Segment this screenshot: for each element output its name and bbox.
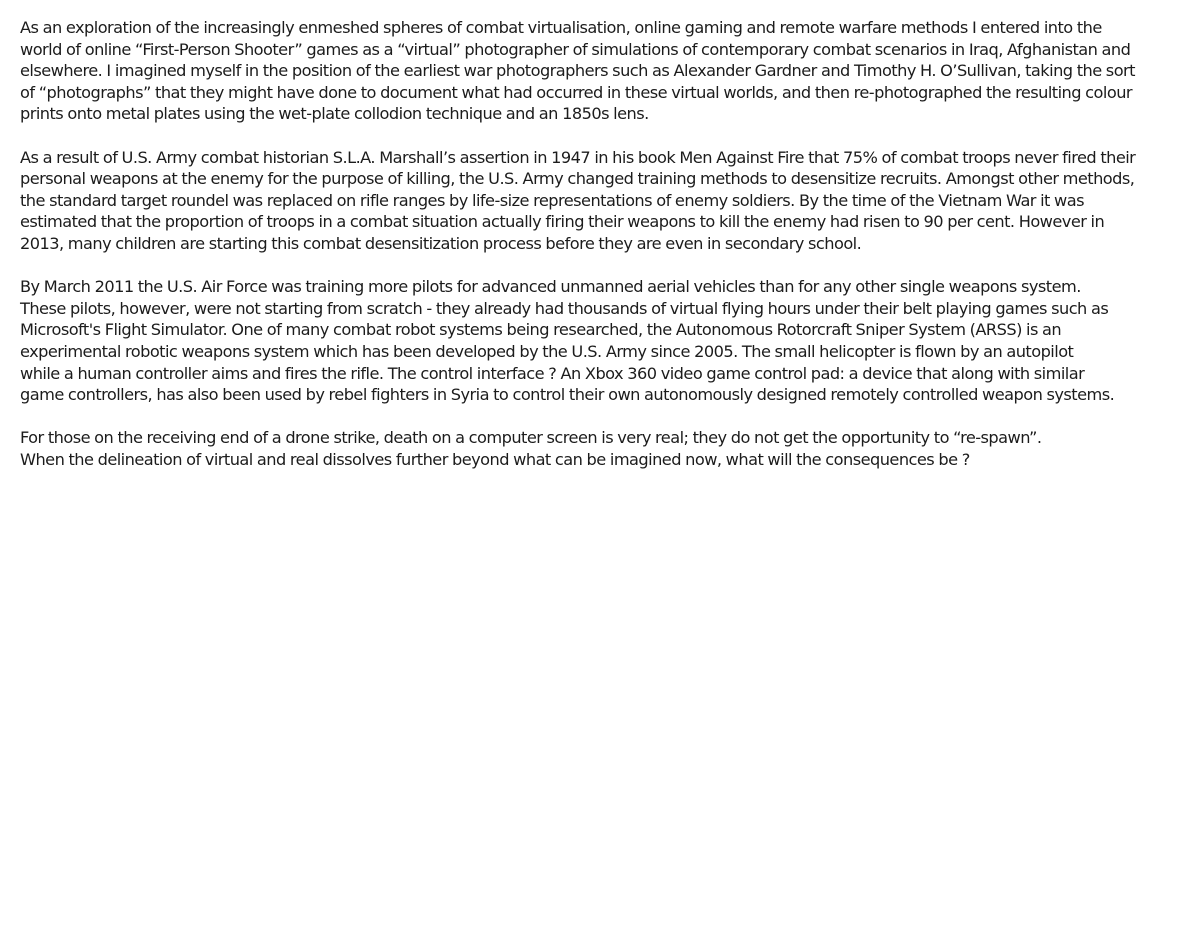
text-line: while a human controller aims and fires the rifle. The control interface ? An Xbox 360 video game control pad: a device that along with similar [20,363,1085,383]
paragraph-2 [20,147,1182,255]
text-line: When the delineation of virtual and real dissolves further beyond what can be imagined now, what will the consequences be ? [20,449,970,469]
text-line: These pilots, however, were not starting from scratch - they already had thousands of virtual flying hours under their belt playing games such as [20,298,1109,318]
text-line: the standard target roundel was replaced on rifle ranges by life-size representations of enemy soldiers. By the time of the Vietnam War it was [20,190,1084,210]
text-line: As a result of U.S. Army combat historian S.L.A. Marshall’s assertion in 1947 in his book Men Against Fire that 75% of combat troops never fired their [20,147,1136,167]
text-line: estimated that the proportion of troops in a combat situation actually firing their weapons to kill the enemy had risen to 90 per cent. However in [20,212,1105,232]
text-line: personal weapons at the enemy for the purpose of killing, the U.S. Army changed training methods to desensitize recruits. Amongst other methods, [20,169,1135,189]
text-line: For those on the receiving end of a drone strike, death on a computer screen is very real; they do not get the opportunity to “re-spawn”. [20,428,1042,448]
text-line: prints onto metal plates using the wet-plate collodion technique and an 1850s lens. [20,104,649,124]
text-line: experimental robotic weapons system which has been developed by the U.S. Army since 2005. The small helicopter is flown by an autopilot [20,341,1074,361]
text-line: of “photographs” that they might have done to document what had occurred in these virtual worlds, and then re-photographed the resulting colour [20,82,1133,102]
text-line: world of online “First-Person Shooter” games as a “virtual” photographer of simulations of contemporary combat scenarios in Iraq, Afghanistan and [20,39,1131,59]
paragraph-3 [20,276,1182,406]
paragraph-1 [20,17,1182,125]
text-line: As an exploration of the increasingly enmeshed spheres of combat virtualisation, online gaming and remote warfare methods I entered into the [20,18,1102,37]
text-line: Microsoft's Flight Simulator. One of many combat robot systems being researched, the Autonomous Rotorcraft Sniper System (ARSS) is an [20,320,1062,340]
text-line: 2013, many children are starting this combat desensitization process before they are even in secondary school. [20,233,862,253]
text-line: By March 2011 the U.S. Air Force was training more pilots for advanced unmanned aerial vehicles than for any other single weapons system. [20,277,1081,297]
text-line: game controllers, has also been used by rebel fighters in Syria to control their own autonomously designed remotely controlled weapon systems. [20,385,1115,405]
paragraph-4 [20,427,1182,470]
text-line: elsewhere. I imagined myself in the position of the earliest war photographers such as Alexander Gardner and Timothy H. O’Sullivan, taking the sort [20,61,1135,81]
